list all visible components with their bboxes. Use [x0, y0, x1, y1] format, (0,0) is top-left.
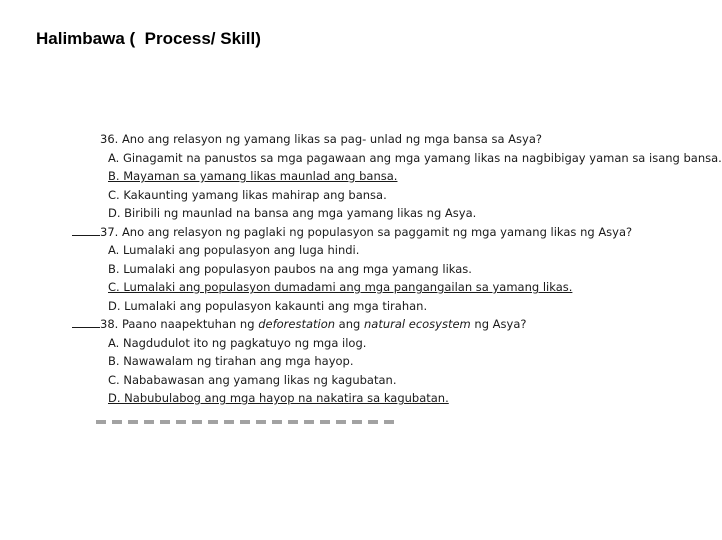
answer-blank [72, 223, 100, 236]
question-38-prompt-start: 38. Paano naapektuhan ng [100, 317, 259, 331]
question-38-option-a: A. Nagdudulot ito ng pagkatuyo ng mga ilog. [108, 335, 367, 350]
question-37-option-d: D. Lumalaki ang populasyon kakaunti ang mga tirahan. [108, 298, 428, 313]
question-36-option-c: C. Kakaunting yamang likas mahirap ang bansa. [108, 187, 387, 202]
question-38 [72, 315, 612, 334]
question-38-prompt-mid: ang [335, 317, 364, 331]
question-38-option-c: C. Nababawasan ang yamang likas ng kagubatan. [108, 372, 397, 387]
question-38-term-ecosystem: natural ecosystem [363, 317, 471, 331]
question-38-term-deforestation: deforestation [258, 317, 336, 331]
question-36: 36. Ano ang relasyon ng yamang likas sa pag- unlad ng mga bansa sa Asya? [100, 132, 542, 146]
question-37-prompt: 37. Ano ang relasyon ng paglaki ng populasyon sa paggamit ng mga yamang likas ng Asya? [100, 224, 633, 239]
answer-blank [72, 315, 100, 328]
question-37-option-a: A. Lumalaki ang populasyon ang luga hindi. [108, 243, 360, 257]
slide-title: Halimbawa ( Process/ Skill) [36, 29, 261, 48]
question-37 [72, 223, 633, 242]
question-38-prompt-end: ng Asya? [470, 317, 527, 331]
question-37-option-c: C. Lumalaki ang populasyon dumadami ang mga pangangailan sa yamang likas. [108, 280, 573, 294]
question-37-option-b: B. Lumalaki ang populasyon paubos na ang mga yamang likas. [108, 261, 472, 276]
question-38-option-b: B. Nawawalam ng tirahan ang mga hayop. [108, 354, 354, 368]
cropped-text-edge [96, 420, 396, 424]
question-36-option-d: D. Biribili ng maunlad na bansa ang mga yamang likas ng Asya. [108, 206, 477, 220]
question-38-option-d: D. Nabubulabog ang mga hayop na nakatira sa kagubatan. [108, 391, 449, 405]
question-36-option-b: B. Mayaman sa yamang likas maunlad ang bansa. [108, 169, 398, 183]
question-36-option-a: A. Ginagamit na panustos sa mga pagawaan ang mga yamang likas na nagbibigay yaman sa isang bansa. [108, 150, 722, 165]
quiz-image [72, 130, 722, 424]
